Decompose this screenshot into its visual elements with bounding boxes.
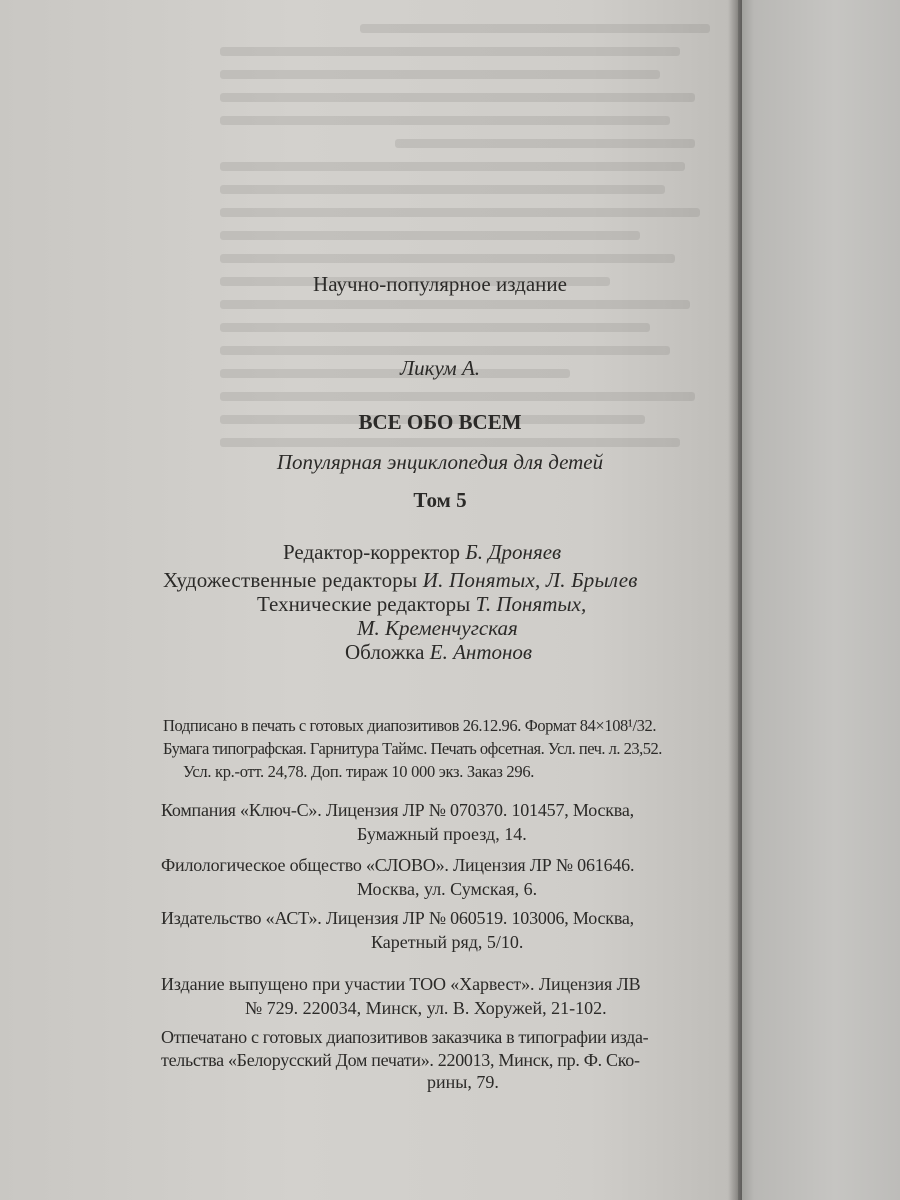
book-subtitle: Популярная энциклопедия для детей (276, 450, 604, 474)
book-title: ВСЕ ОБО ВСЕМ (358, 410, 522, 434)
credit-art-editors (163, 568, 638, 593)
credit-name: Б. Дроняев (465, 540, 562, 564)
publisher-line: Издание выпущено при участии ТОО «Харвест». Лицензия ЛВ (161, 974, 641, 994)
printer-line: тельства «Белорусский Дом печати». 220013, Минск, пр. Ф. Ско- (161, 1050, 640, 1070)
author: Ликум А. (399, 356, 481, 380)
credit-tech-editors (257, 592, 586, 617)
edition-type: Научно-популярное издание (313, 272, 567, 296)
credit-name: Т. Понятых, (475, 592, 587, 616)
publisher-line: № 729. 220034, Минск, ул. В. Хоружей, 21-102. (245, 998, 607, 1018)
credit-label: Художественные редакторы (163, 568, 418, 592)
credit-name: И. Понятых, Л. Брылев (422, 568, 638, 592)
printer-line: рины, 79. (427, 1072, 499, 1092)
publisher-line: Издательство «АСТ». Лицензия ЛР № 060519. 103006, Москва, (161, 908, 634, 928)
credit-label: Обложка (345, 640, 425, 664)
credit-proofreader (283, 540, 561, 565)
adjacent-page (738, 0, 900, 1200)
imprint-line: Бумага типографская. Гарнитура Таймс. Печать офсетная. Усл. печ. л. 23,52. (163, 739, 662, 758)
publisher-line: Филологическое общество «СЛОВО». Лицензия ЛР № 061646. (161, 855, 635, 875)
publisher-line: Москва, ул. Сумская, 6. (357, 879, 538, 899)
credit-tech-editor-2: М. Кременчугская (357, 616, 518, 640)
volume-number: Том 5 (413, 488, 467, 512)
page-gutter-shadow (728, 0, 742, 1200)
publisher-line: Бумажный проезд, 14. (357, 824, 527, 844)
publisher-line: Компания «Ключ-С». Лицензия ЛР № 070370. 101457, Москва, (161, 800, 634, 820)
credit-label: Редактор-корректор (283, 540, 461, 564)
publisher-line: Каретный ряд, 5/10. (371, 932, 524, 952)
imprint-line: Подписано в печать с готовых диапозитивов 26.12.96. Формат 84×108¹/32. (163, 716, 657, 735)
credit-label: Технические редакторы (257, 592, 471, 616)
credit-name: Е. Антонов (429, 640, 533, 664)
imprint-line: Усл. кр.-отт. 24,78. Доп. тираж 10 000 экз. Заказ 296. (183, 762, 535, 781)
printer-line: Отпечатано с готовых диапозитивов заказчика в типографии изда- (161, 1027, 649, 1047)
credit-cover (345, 640, 532, 665)
